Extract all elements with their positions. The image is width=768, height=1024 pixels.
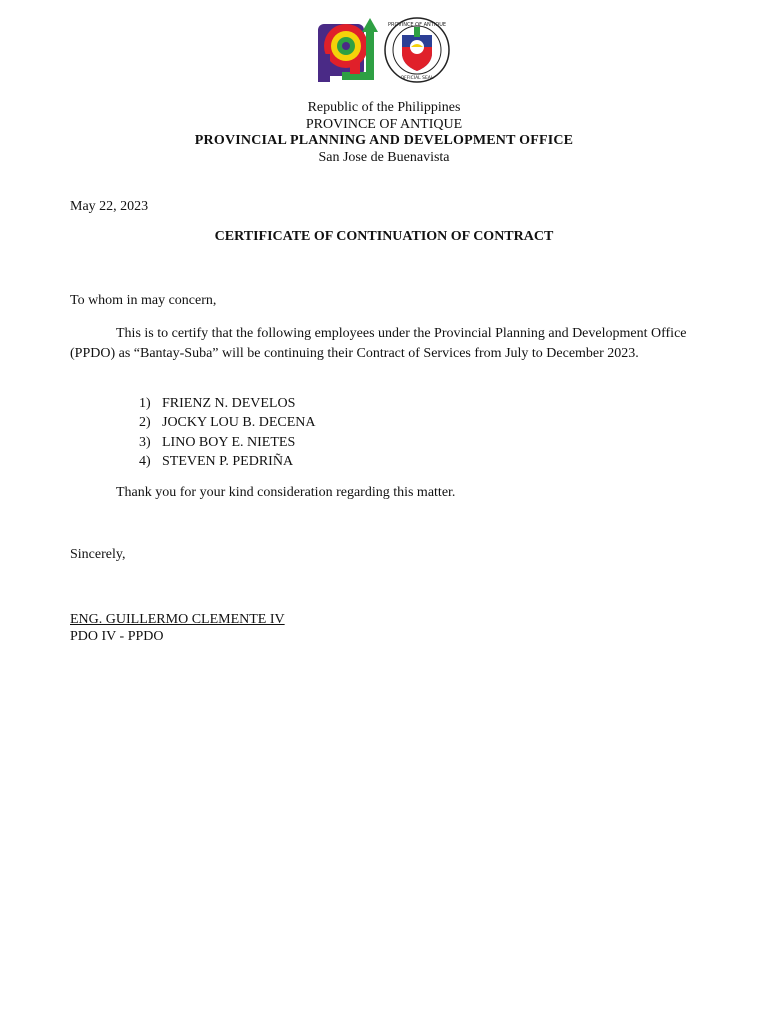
- list-item: 1) FRIENZ N. DEVELOS: [139, 396, 296, 411]
- province-seal-icon: [384, 17, 450, 83]
- location-line: San Jose de Buenavista: [318, 149, 450, 165]
- thanks-line: Thank you for your kind consideration regarding this matter.: [116, 485, 456, 500]
- certificate-title: CERTIFICATE OF CONTINUATION OF CONTRACT: [214, 229, 554, 244]
- seal-text-top: PROVINCE OF ANTIQUE: [387, 22, 447, 28]
- province-line: PROVINCE OF ANTIQUE: [305, 116, 463, 132]
- closing: Sincerely,: [70, 547, 126, 562]
- list-item: 2) JOCKY LOU B. DECENA: [139, 415, 316, 431]
- signatory-title: PDO IV - PPDO: [70, 629, 164, 644]
- republic-line: Republic of the Philippines: [307, 100, 461, 115]
- seal-text-bottom: OFFICIAL SEAL: [400, 76, 434, 81]
- salutation: To whom in may concern,: [70, 293, 217, 308]
- office-name: PROVINCIAL PLANNING AND DEVELOPMENT OFFICE: [194, 133, 574, 148]
- ppdo-logo-icon: [316, 16, 382, 84]
- header-logos: [316, 14, 452, 86]
- letter-date: May 22, 2023: [70, 199, 149, 214]
- list-item: 3) LINO BOY E. NIETES: [139, 434, 296, 450]
- signatory-name: ENG. GUILLERMO CLEMENTE IV: [70, 612, 285, 627]
- list-item: 4) STEVEN P. PEDRIÑA: [139, 454, 294, 470]
- body-paragraph: This is to certify that the following employees under the Provincial Planning and Development Office (PPDO) as “Bantay-Suba” will be continuing their Contract of Services from July to December 2023.: [70, 326, 687, 361]
- letterhead: [0, 100, 768, 166]
- employee-list: [139, 394, 315, 472]
